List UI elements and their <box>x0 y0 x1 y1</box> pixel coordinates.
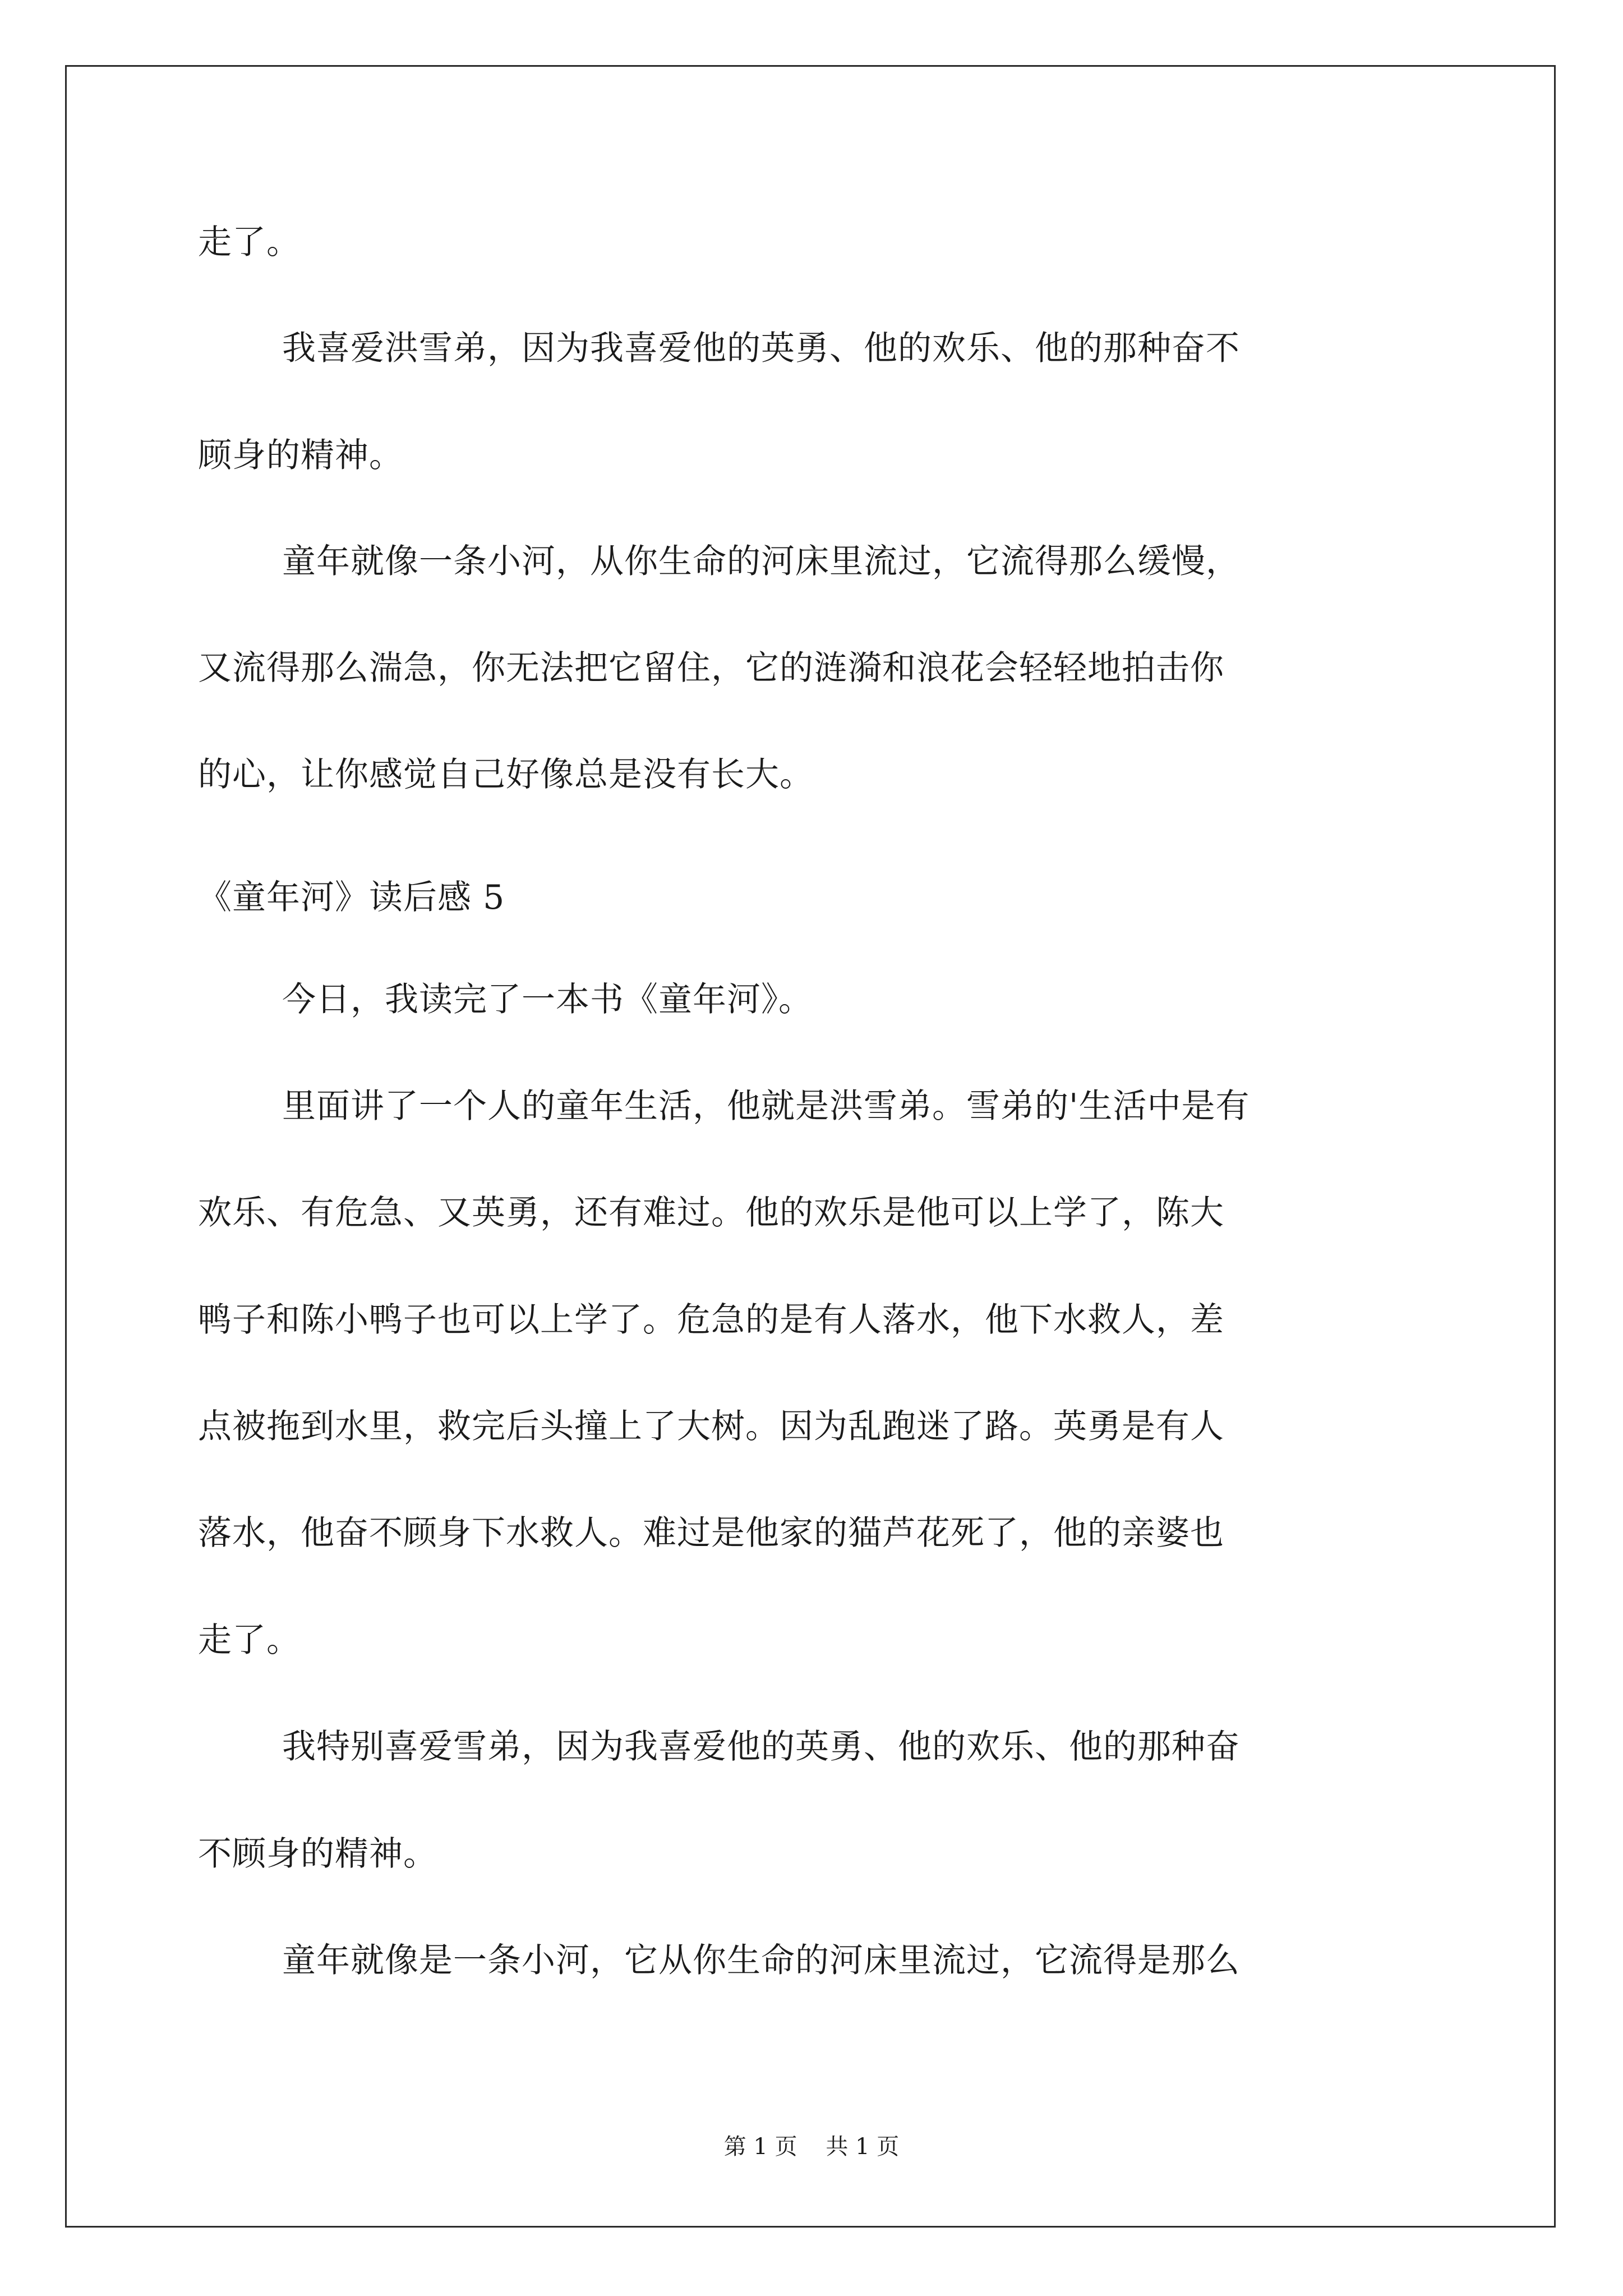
paragraph-line: 走了。 <box>198 1621 301 1660</box>
paragraph-line: 鸭子和陈小鸭子也可以上学了。危急的是有人落水，他下水救人，差 <box>198 1300 1224 1340</box>
page-footer: 第 1 页 共 1 页 <box>723 2134 900 2160</box>
paragraph-line: 不顾身的精神。 <box>198 1834 437 1874</box>
page-frame <box>65 65 1556 2228</box>
paragraph-line: 的心，让你感觉自己好像总是没有长大。 <box>198 755 814 794</box>
paragraph-line: 里面讲了一个人的童年生活，他就是洪雪弟。雪弟的'生活中是有 <box>282 1087 1250 1126</box>
paragraph-line: 又流得那么湍急，你无法把它留住，它的涟漪和浪花会轻轻地拍击你 <box>198 648 1224 688</box>
paragraph-line: 顾身的精神。 <box>198 436 403 475</box>
paragraph-line: 欢乐、有危急、又英勇，还有难过。他的欢乐是他可以上学了，陈大 <box>198 1193 1224 1232</box>
paragraph-line: 走了。 <box>198 223 301 262</box>
paragraph-line: 我特别喜爱雪弟，因为我喜爱他的英勇、他的欢乐、他的那种奋 <box>282 1727 1240 1766</box>
paragraph-line: 童年就像一条小河，从你生命的河床里流过，它流得那么缓慢， <box>282 542 1240 581</box>
paragraph-line: 我喜爱洪雪弟，因为我喜爱他的英勇、他的欢乐、他的那种奋不 <box>282 329 1240 368</box>
section-heading: 《童年河》读后感 5 <box>198 878 505 917</box>
paragraph-line: 今日，我读完了一本书《童年河》。 <box>282 980 813 1019</box>
paragraph-line: 童年就像是一条小河，它从你生命的河床里流过，它流得是那么 <box>282 1941 1240 1980</box>
paragraph-line: 点被拖到水里，救完后头撞上了大树。因为乱跑迷了路。英勇是有人 <box>198 1407 1224 1446</box>
paragraph-line: 落水，他奋不顾身下水救人。难过是他家的猫芦花死了，他的亲婆也 <box>198 1513 1224 1553</box>
